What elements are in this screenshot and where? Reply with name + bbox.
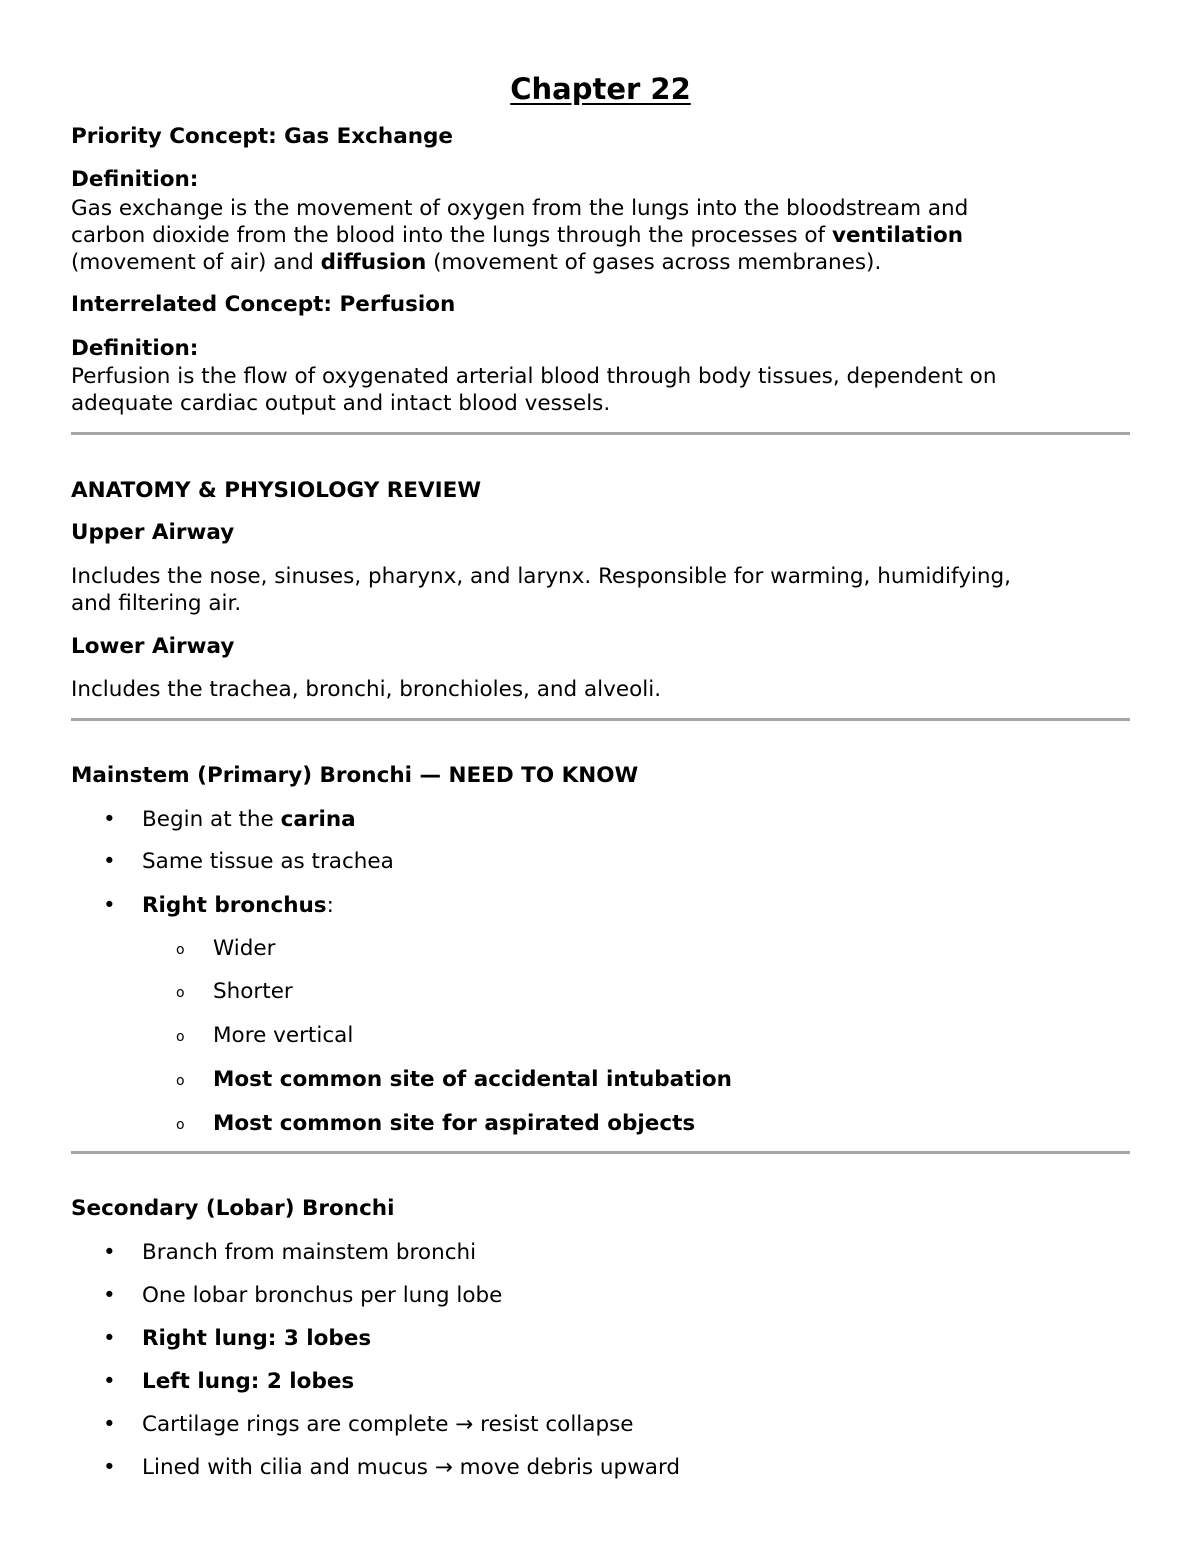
list-item: Left lung: 2 lobes [142,1369,355,1394]
bullet-icon: • [103,1240,116,1265]
list-item: Lined with cilia and mucus → move debris upward [142,1455,681,1480]
priority-definition-line2: carbon dioxide from the blood into the lungs through the processes of ventilation [71,223,964,248]
priority-definition-label: Definition: [71,167,199,192]
sub-list-item: Shorter [213,979,293,1004]
sub-list-item: Wider [213,936,276,961]
list-item: One lobar bronchus per lung lobe [142,1283,503,1308]
interrelated-concept-heading: Interrelated Concept: Perfusion [71,292,456,317]
list-item: Right lung: 3 lobes [142,1326,372,1351]
bullet-icon: • [103,1369,116,1394]
bullet-icon: • [103,1326,116,1351]
section-divider [71,718,1130,721]
bullet-icon: • [103,1455,116,1480]
bullet-icon: • [103,1412,116,1437]
sub-bullet-icon: o [176,1029,185,1045]
priority-definition-line3: (movement of air) and diffusion (movement of gases across membranes). [71,250,882,275]
mainstem-heading: Mainstem (Primary) Bronchi — NEED TO KNOW [71,763,639,788]
sub-list-item: More vertical [213,1023,354,1048]
bullet-icon: • [103,849,116,874]
list-item: Right bronchus: [142,893,334,918]
sub-list-item: Most common site for aspirated objects [213,1111,696,1136]
list-item: Same tissue as trachea [142,849,394,874]
section-divider [71,432,1130,435]
priority-definition-line1: Gas exchange is the movement of oxygen from the lungs into the bloodstream and [71,196,969,221]
anatomy-heading: ANATOMY & PHYSIOLOGY REVIEW [71,478,482,503]
sub-bullet-icon: o [176,1117,185,1133]
upper-airway-line1: Includes the nose, sinuses, pharynx, and larynx. Responsible for warming, humidifying, [71,564,1012,589]
priority-concept-heading: Priority Concept: Gas Exchange [71,124,454,149]
sub-bullet-icon: o [176,985,185,1001]
section-divider [71,1151,1130,1154]
interrelated-definition-label: Definition: [71,336,199,361]
page-title: Chapter 22 [510,72,691,106]
interrelated-definition-line1: Perfusion is the flow of oxygenated arterial blood through body tissues, dependent on [71,364,997,389]
upper-airway-heading: Upper Airway [71,520,235,545]
list-item: Begin at the carina [142,807,356,832]
bullet-icon: • [103,807,116,832]
interrelated-definition-line2: adequate cardiac output and intact blood vessels. [71,391,611,416]
lower-airway-heading: Lower Airway [71,634,235,659]
bullet-icon: • [103,1283,116,1308]
bullet-icon: • [103,893,116,918]
secondary-heading: Secondary (Lobar) Bronchi [71,1196,395,1221]
sub-bullet-icon: o [176,1073,185,1089]
lower-airway-line1: Includes the trachea, bronchi, bronchioles, and alveoli. [71,677,662,702]
sub-list-item: Most common site of accidental intubation [213,1067,732,1092]
sub-bullet-icon: o [176,942,185,958]
list-item: Branch from mainstem bronchi [142,1240,477,1265]
upper-airway-line2: and filtering air. [71,591,242,616]
list-item: Cartilage rings are complete → resist collapse [142,1412,634,1437]
